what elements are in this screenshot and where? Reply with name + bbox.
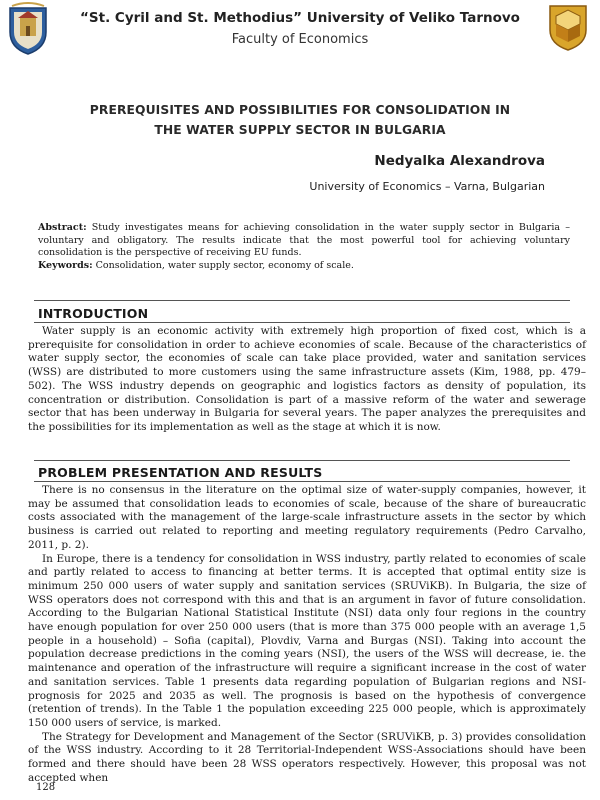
- journal-header: [60, 10, 540, 47]
- section-divider: [34, 460, 570, 461]
- abstract-paragraph: [38, 222, 570, 260]
- author-name: Nedyalka Alexandrova: [374, 153, 545, 169]
- paper-title-line-1: PREREQUISITES AND POSSIBILITIES FOR CONSOLIDATION IN: [89, 103, 511, 117]
- faculty-name: Faculty of Economics: [231, 32, 369, 47]
- abstract-block: [38, 222, 570, 272]
- problem-results-body: [28, 484, 586, 785]
- abstract-label: Abstract:: [38, 222, 87, 233]
- university-crest-logo: [6, 2, 50, 56]
- body-paragraph: The Strategy for Development and Management of the Sector (SRUViKB, p. 3) provides consolidation of the WSS industry. According to it 28 Territorial-Independent WSS-Associations should have been formed and there should have been 28 WSS operators respectively. However, this proposal was not accepted when: [28, 730, 586, 784]
- faculty-emblem-logo: [546, 2, 590, 52]
- section-divider: [34, 322, 570, 323]
- body-paragraph: In Europe, there is a tendency for consolidation in WSS industry, partly related to economies of scale and partly related to access to financing at better terms. It is accepted that optimal entity size is minimum 250 000 users of water supply and sanitation services (SRUViKB). In Bulgaria, the size of WSS operators does not correspond with this and that is an argument in favor of future consolidation. According to the Bulgarian National Statistical Institute (NSI) data only four regions in the country have enough population for over 250 000 users (that is more than 375 000 people with an average 1,5 people in a household) – Sofia (capital), Plovdiv, Varna and Burgas (NSI). Taking into account the population decrease predictions in the coming years (NSI), the users of the WSS will decrease, ie. the maintenance and operation of the infrastructure will require a significant increase in the cost of water and sanitation services. Table 1 presents data regarding population of Bulgarian regions and NSI-prognosis for 2025 and 2035 as well. The prognosis is based on the hypothesis of convergence (retention of trends). In the Table 1 the population exceeding 225 000 people, which is approximately 150 000 users of service, is marked.: [28, 552, 586, 729]
- keywords-paragraph: [38, 260, 570, 273]
- introduction-body: [28, 325, 586, 435]
- page-number: 128: [36, 782, 56, 793]
- section-divider: [34, 300, 570, 301]
- paper-title: [40, 100, 560, 140]
- introduction-heading: INTRODUCTION: [38, 306, 149, 321]
- keywords-text: Consolidation, water supply sector, economy of scale.: [92, 259, 354, 271]
- problem-results-heading: PROBLEM PRESENTATION AND RESULTS: [38, 465, 323, 480]
- university-name: “St. Cyril and St. Methodius” University of Veliko Tarnovo: [80, 10, 520, 26]
- section-divider: [34, 481, 570, 482]
- abstract-text: Study investigates means for achieving consolidation in the water supply sector in Bulgaria – voluntary and obligatory. The results indicate that the most powerful tool for achieving voluntary consolidation is the perspective of receiving EU funds.: [38, 222, 570, 258]
- author-affiliation: University of Economics – Varna, Bulgarian: [309, 180, 545, 193]
- keywords-label: Keywords:: [38, 259, 93, 271]
- paper-title-line-2: THE WATER SUPPLY SECTOR IN BULGARIA: [154, 123, 446, 137]
- introduction-paragraph: Water supply is an economic activity with extremely high proportion of fixed cost, which is a prerequisite for consolidation in order to achieve economies of scale. Because of the characteristics of water supply sector, the economies of scale can take place provided, water and sanitation services (WSS) are distributed to more customers using the same infrastructure assets (Kim, 1988, pp. 479–502). The WSS industry depends on geographic and logistics factors as density of population, its concentration or distribution. Consolidation is part of a massive reform of the water and sewerage sector that has been underway in Bulgaria for several years. The paper analyzes the prerequisites and the possibilities for its implementation as well as the stage at which it is now.: [28, 325, 586, 433]
- body-paragraph: There is no consensus in the literature on the optimal size of water-supply companies, however, it may be assumed that consolidation leads to economies of scale, because of the share of bureaucratic costs associated with the management of the large-scale infrastructure assets in the sector by which business is carried out related to reporting and meeting regulatory requirements (Pedro Carvalho, 2011, p. 2).: [28, 484, 586, 551]
